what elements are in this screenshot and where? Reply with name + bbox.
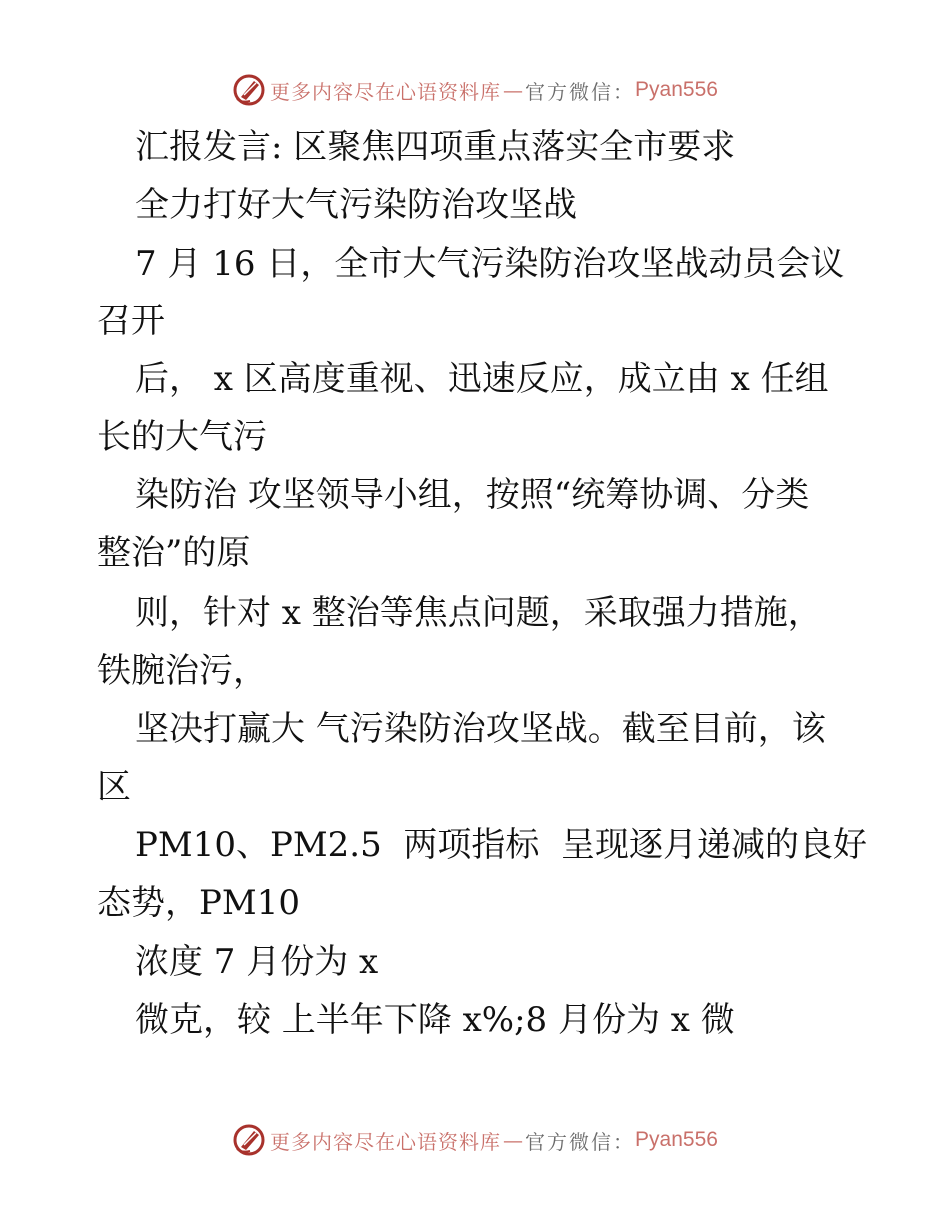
doc-text-line: 态势，PM10 [97, 883, 300, 923]
doc-text-line: 铁腕治污， [97, 651, 267, 691]
fountain-pen-logo-icon [232, 1123, 266, 1157]
doc-text-line: 7 月 16 日，全市大气污染防治攻坚战动员会议 [135, 244, 845, 284]
watermark-main-text: 更多内容尽在心语资料库 [270, 1129, 502, 1154]
doc-title-line-1: 汇报发言: 区聚焦四项重点落实全市要求 [135, 127, 736, 167]
doc-text-line: PM10、PM2.5 两项指标 呈现逐月递减的良好 [135, 825, 867, 865]
fountain-pen-logo-icon [232, 73, 266, 107]
watermark-footer [0, 1120, 950, 1160]
doc-text-line: 召开 [97, 301, 165, 341]
doc-text-line: 整治”的原 [97, 533, 251, 573]
doc-title-line-2: 全力打好大气污染防治攻坚战 [135, 185, 577, 225]
doc-text-line: 区 [97, 767, 131, 807]
watermark-wechat-id: Pyan556 [635, 78, 718, 101]
watermark-label: 官方微信： [525, 1129, 636, 1154]
watermark-label: 官方微信： [525, 79, 636, 104]
doc-text-line: 浓度 7 月份为 x [135, 942, 379, 982]
doc-text-line: 长的大气污 [97, 417, 267, 457]
doc-text-line: 微克，较 上半年下降 x%;8 月份为 x 微 [135, 1000, 735, 1040]
watermark-header [0, 70, 950, 110]
doc-text-line: 后， x 区高度重视、迅速反应，成立由 x 任组 [135, 359, 829, 399]
doc-text-line: 则，针对 x 整治等焦点问题，采取强力措施， [135, 593, 822, 633]
watermark-wechat-id: Pyan556 [635, 1128, 718, 1151]
doc-text-line: 坚决打赢大 气污染防治攻坚战。截至目前，该 [135, 709, 826, 749]
watermark-dash: — [503, 78, 524, 102]
watermark-main-text: 更多内容尽在心语资料库 [270, 79, 502, 104]
watermark-dash: — [503, 1128, 524, 1152]
doc-text-line: 染防治 攻坚领导小组，按照“统筹协调、分类 [135, 475, 810, 515]
